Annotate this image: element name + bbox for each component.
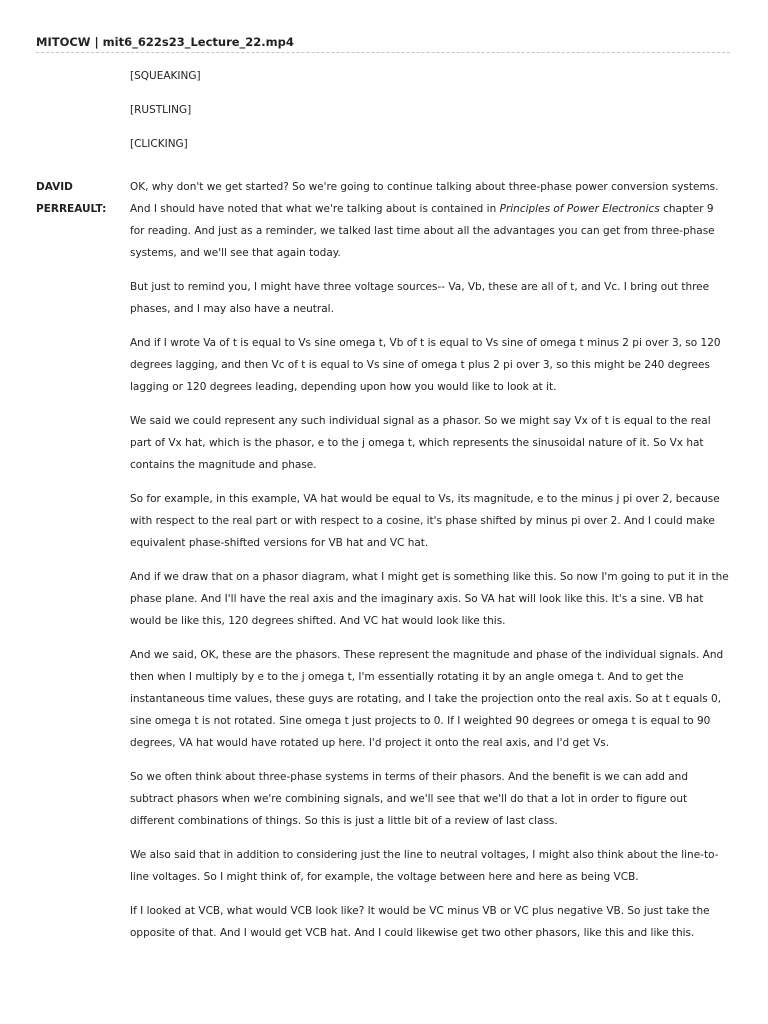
document-title: MITOCW | mit6_622s23_Lecture_22.mp4 [36, 35, 294, 49]
transcript-paragraph: So we often think about three-phase systems in terms of their phasors. And the benefit is we can add and subtract phasors when we're combining signals, and we'll see that we'll do that a lot in order to figure out different combinations of things. So this is just a little bit of a review of last class. [130, 771, 688, 827]
transcript-paragraph: And if I wrote Va of t is equal to Vs sine omega t, Vb of t is equal to Vs sine of omega t minus 2 pi over 3, so 120 degrees lagging, and then Vc of t is equal to Vs sine of omega t plus 2 pi over 3, so this might be 240 degrees lagging or 120 degrees leading, depending upon how you would like to look at it. [130, 337, 721, 393]
sound-effects-content [130, 65, 730, 167]
transcript-paragraph: We said we could represent any such individual signal as a phasor. So we might say Vx of t is equal to the real part of Vx hat, which is the phasor, e to the j omega t, which represents the sinusoidal nature of it. So Vx hat contains the magnitude and phase. [130, 415, 711, 471]
transcript-paragraph: And we said, OK, these are the phasors. These represent the magnitude and phase of the individual signals. And then when I multiply by e to the j omega t, I'm essentially rotating it by an angle omega t. And to get the instantaneous time values, these guys are rotating, and I take the projection onto the real axis. So at t equals 0, sine omega t is not rotated. Sine omega t just projects to 0. If I weighted 90 degrees or omega t is equal to 90 degrees, VA hat would have rotated up here. I'd project it onto the real axis, and I'd get Vs. [130, 649, 724, 749]
speaker-name-line1: DAVID [36, 181, 73, 193]
speaker-name-line2: PERREAULT: [36, 203, 107, 215]
transcript-paragraph [130, 176, 730, 264]
book-title: Principles of Power Electronics [499, 203, 660, 215]
paragraph-text: chapter 9 for reading. And just as a reminder, we talked last time about all the advantages you can get from three-phase systems, and we'll see that again today. [130, 203, 715, 259]
speaker-name [36, 176, 130, 220]
sound-effect: [SQUEAKING] [130, 70, 201, 82]
speaker-content [130, 176, 730, 956]
document-header [36, 35, 730, 53]
transcript-paragraph: If I looked at VCB, what would VCB look like? It would be VC minus VB or VC plus negative VB. So just take the opposite of that. And I would get VCB hat. And I could likewise get two other phasors, like this and like this. [130, 905, 710, 939]
transcript-paragraph: But just to remind you, I might have three voltage sources-- Va, Vb, these are all of t, and Vc. I bring out three phases, and I may also have a neutral. [130, 281, 710, 315]
paragraph-text: OK, why don't we get started? So we're going to continue talking about three-phase power conversion systems. And I should have noted that what we're talking about is contained in [130, 181, 719, 215]
transcript-paragraph: We also said that in addition to considering just the line to neutral voltages, I might also think about the line-to-line voltages. So I might think of, for example, the voltage between here and here as being VCB. [130, 849, 719, 883]
sound-effects-block [36, 65, 730, 167]
transcript-paragraph: And if we draw that on a phasor diagram, what I might get is something like this. So now I'm going to put it in the phase plane. And I'll have the real axis and the imaginary axis. So VA hat will look like this. It's a sine. VB hat would be like this, 120 degrees shifted. And VC hat would look like this. [130, 571, 729, 627]
sound-effect: [RUSTLING] [130, 104, 192, 116]
transcript-paragraph: So for example, in this example, VA hat would be equal to Vs, its magnitude, e to the minus j pi over 2, because with respect to the real part or with respect to a cosine, it's phase shifted by minus pi over 2. And I could make equivalent phase-shifted versions for VB hat and VC hat. [130, 493, 720, 549]
speaker-block [36, 176, 730, 956]
sound-effect: [CLICKING] [130, 138, 188, 150]
transcript [36, 65, 730, 956]
